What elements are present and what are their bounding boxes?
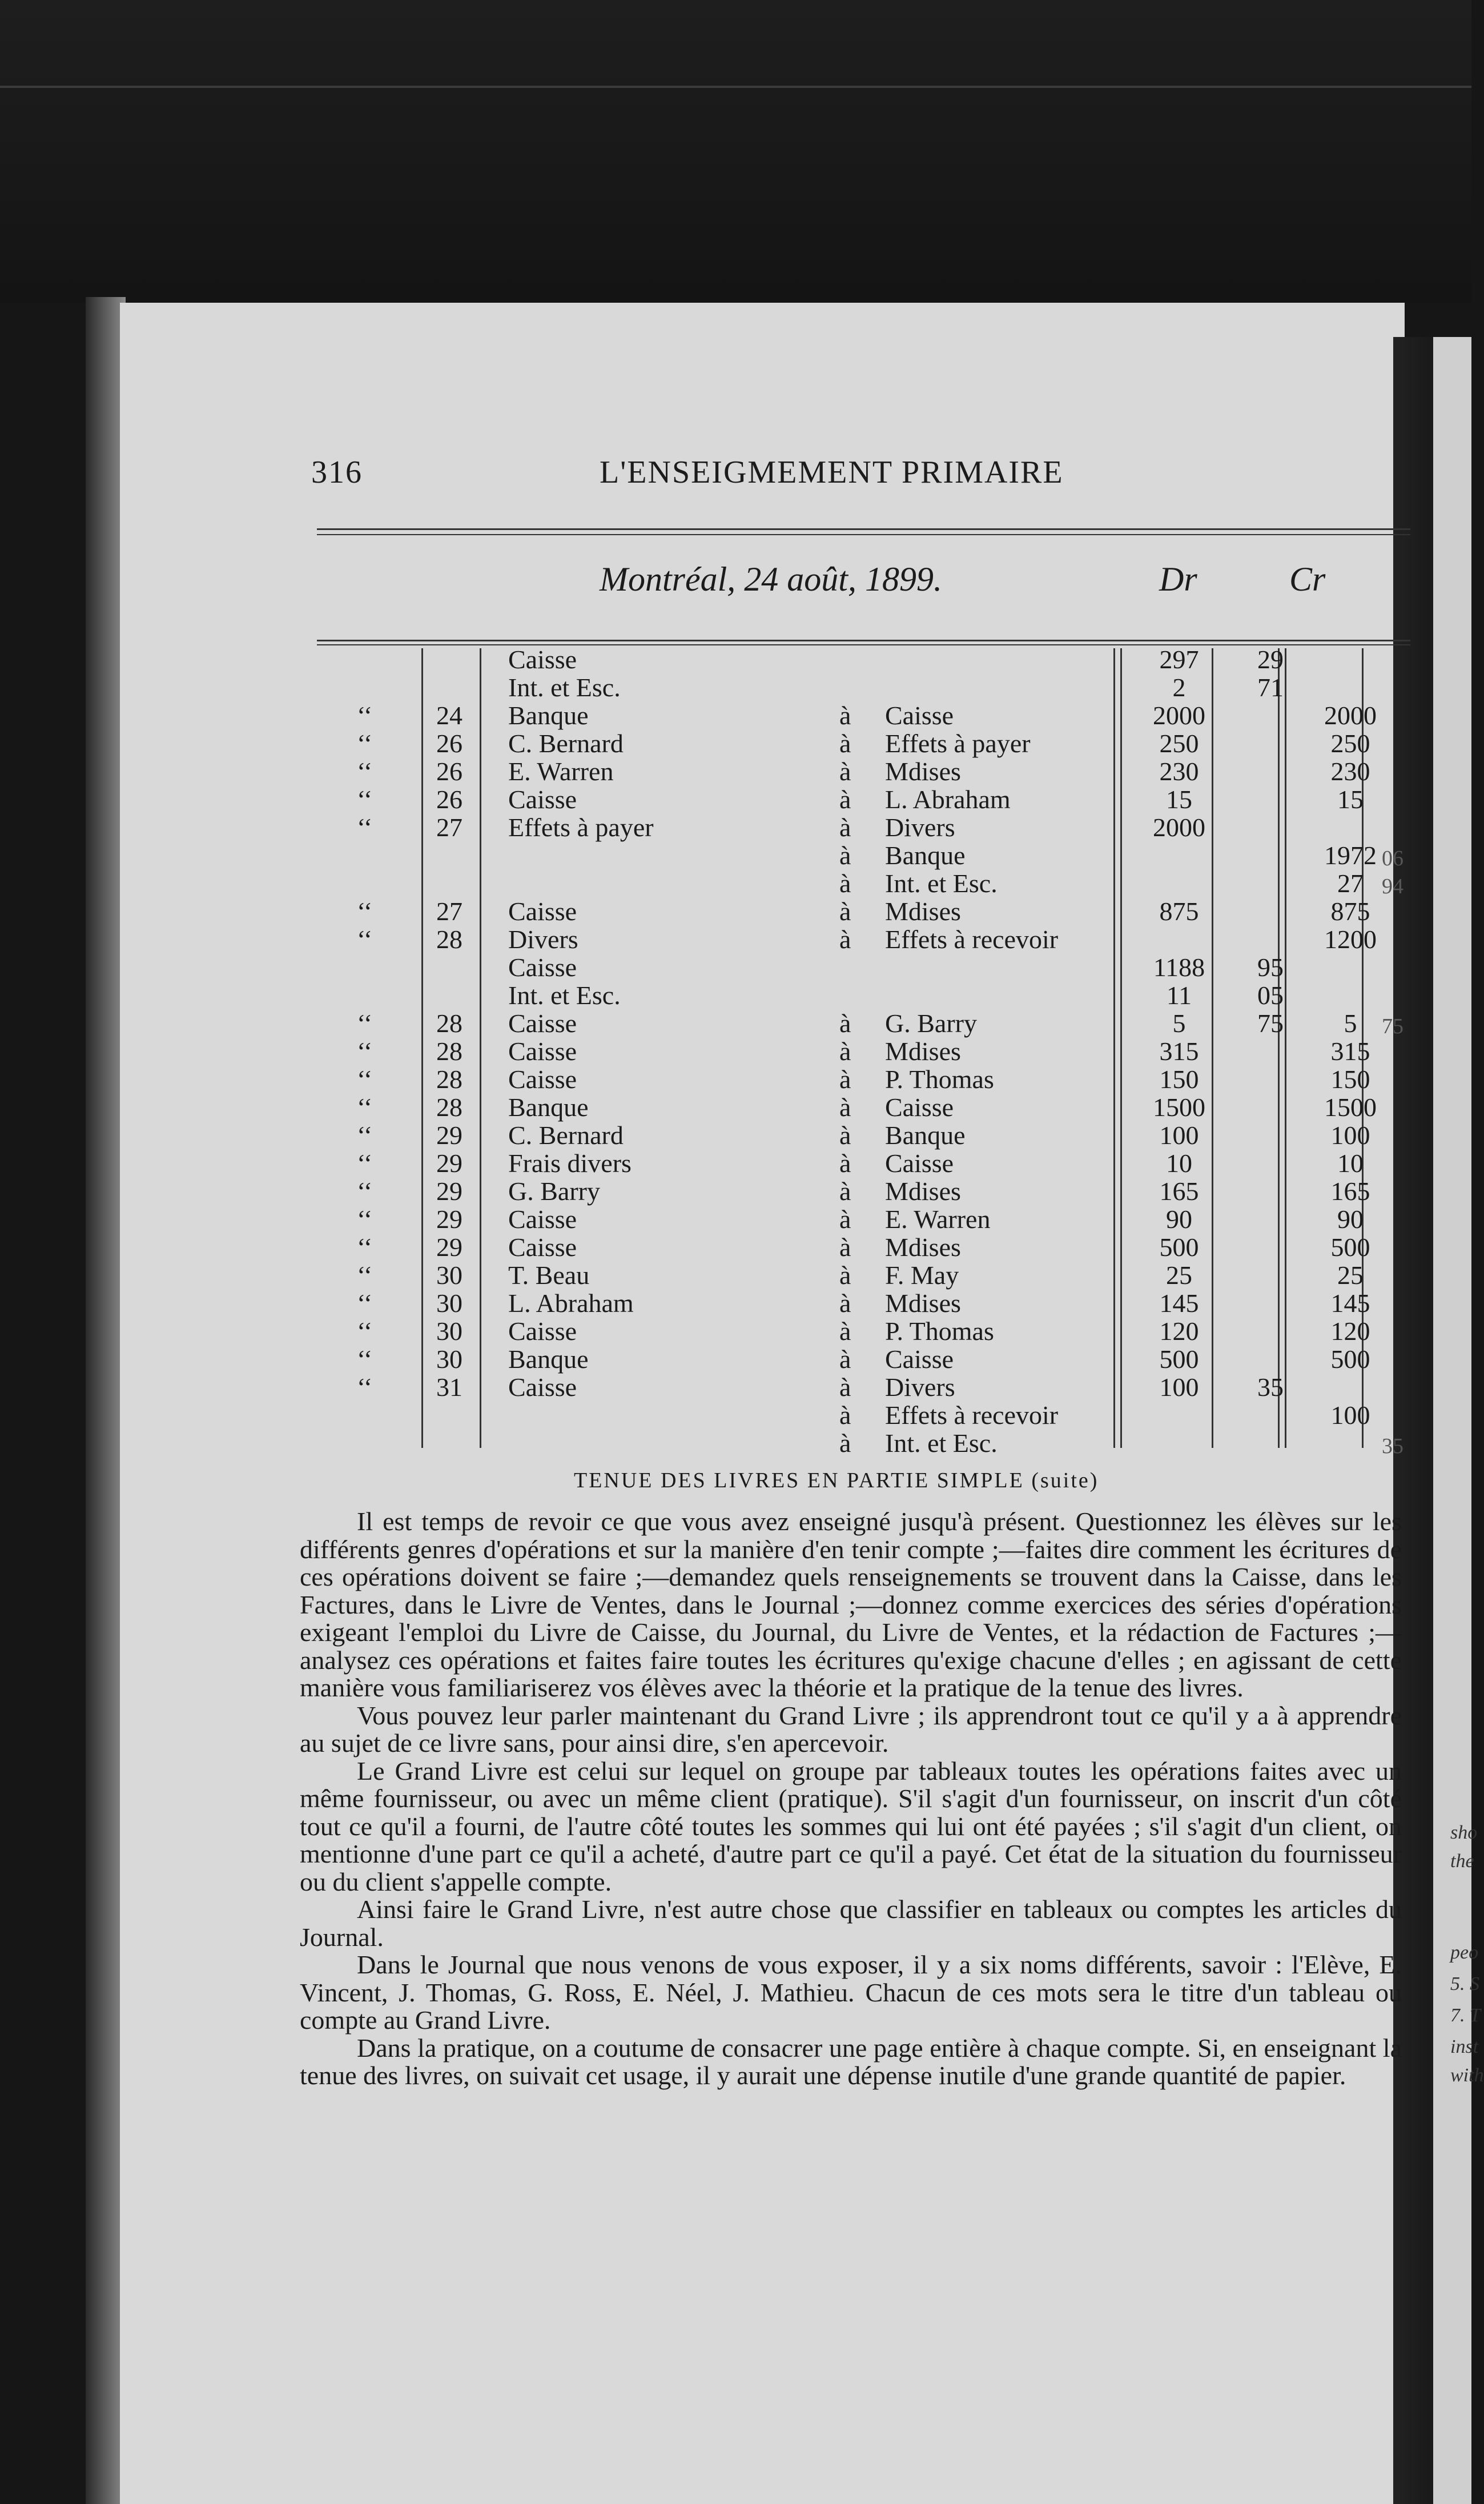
credit-amount: 1200 <box>1324 925 1377 954</box>
preposition: à <box>839 1093 851 1122</box>
ledger-row <box>320 1372 1405 1400</box>
day-cell: 27 <box>436 813 463 842</box>
debit-heading: Dr <box>1159 560 1197 598</box>
ditto-mark: ‘‘ <box>357 757 373 786</box>
section-title: TENUE DES LIVRES EN PARTIE SIMPLE (suite) <box>574 1468 1099 1492</box>
ledger-row <box>320 1232 1405 1260</box>
debit-amount: 1500 <box>1153 1093 1205 1122</box>
ledger-row <box>320 1036 1405 1064</box>
credit-amount: 100 <box>1330 1121 1370 1150</box>
debit-cents: 29 <box>1257 645 1284 674</box>
paragraph: Dans le Journal que nous venons de vous exposer, il y a six noms différents, savoir : l'Elève, E. Vincent, J. Thomas, G. Ross, E. Néel, J. Mathieu. Chacun de ces mots sera le titre d'un tableau ou compte au Grand Livre. <box>300 1950 1402 2035</box>
credit-account: Effets à payer <box>885 729 1031 758</box>
debit-amount: 1188 <box>1153 953 1205 982</box>
ledger-row <box>320 868 1405 896</box>
debit-amount: 230 <box>1159 757 1199 786</box>
ditto-mark: ‘‘ <box>357 1261 373 1290</box>
header-rule <box>317 534 1410 535</box>
debit-account: Caisse <box>508 1065 577 1094</box>
debit-account: Caisse <box>508 1317 577 1346</box>
credit-account: Effets à recevoir <box>885 925 1059 954</box>
credit-amount: 150 <box>1330 1065 1370 1094</box>
ledger-row <box>320 1260 1405 1288</box>
debit-amount: 5 <box>1172 1009 1186 1038</box>
ditto-mark: ‘‘ <box>357 925 373 954</box>
ditto-mark: ‘‘ <box>357 1205 373 1234</box>
debit-account: Caisse <box>508 953 577 982</box>
paragraph: Il est temps de revoir ce que vous avez enseigné jusqu'à présent. Questionnez les élèves sur les différents genres d'opérations et sur la manière d'en tenir compte ;—faites dire comment les écritures de ces opérations doivent se faire ;—demandez quels renseignements se trouvent dans la Caisse, dans les Factures, dans le Livre de Ventes, dans le Journal ;—donnez comme exercices des séries d'opérations exigeant l'emploi du Livre de Caisse, du Journal, du Livre de Ventes, et la rédaction de Factures ;—analysez ces opérations et faites faire toutes les écritures qu'exige chacune d'elles ; en agissant de cette manière vous familiariserez vos élèves avec la théorie et la pratique de la tenue des livres. <box>300 1507 1402 1702</box>
ledger-row <box>320 840 1405 868</box>
debit-account: Caisse <box>508 1009 577 1038</box>
preposition: à <box>839 925 851 954</box>
debit-account: Caisse <box>508 785 577 814</box>
debit-account: Caisse <box>508 1205 577 1234</box>
credit-amount: 250 <box>1330 729 1370 758</box>
preposition: à <box>839 1037 851 1066</box>
preposition: à <box>839 1261 851 1290</box>
day-cell: 26 <box>436 785 463 814</box>
debit-account: Banque <box>508 1345 589 1374</box>
debit-amount: 100 <box>1159 1373 1199 1402</box>
debit-account: Frais divers <box>508 1149 632 1178</box>
day-cell: 29 <box>436 1121 463 1150</box>
ledger-row <box>320 644 1405 672</box>
preposition: à <box>839 757 851 786</box>
debit-account: Int. et Esc. <box>508 673 621 702</box>
facing-page-edge <box>1433 337 1471 2504</box>
credit-account: Int. et Esc. <box>885 1428 998 1458</box>
credit-account: L. Abraham <box>885 785 1011 814</box>
facing-page-fragment: with <box>1450 2065 1484 2086</box>
debit-amount: 10 <box>1166 1149 1192 1178</box>
facing-page-fragment: 5. S <box>1450 1973 1479 1995</box>
ledger-row <box>320 1316 1405 1344</box>
credit-account: Caisse <box>885 1093 954 1122</box>
ditto-mark: ‘‘ <box>357 1009 373 1038</box>
preposition: à <box>839 1401 851 1430</box>
day-cell: 30 <box>436 1317 463 1346</box>
credit-account: Banque <box>885 841 966 870</box>
credit-amount: 5 <box>1344 1009 1357 1038</box>
header-rule <box>317 528 1410 530</box>
preposition: à <box>839 1317 851 1346</box>
running-title: L'ENSEIGMEMENT PRIMAIRE <box>600 455 1064 490</box>
day-cell: 29 <box>436 1233 463 1262</box>
ledger-row <box>320 672 1405 700</box>
debit-account: G. Barry <box>508 1177 600 1206</box>
debit-amount: 120 <box>1159 1317 1199 1346</box>
credit-account: P. Thomas <box>885 1065 994 1094</box>
ledger-row <box>320 1120 1405 1148</box>
debit-amount: 15 <box>1166 785 1192 814</box>
debit-account: Divers <box>508 925 578 954</box>
credit-account: Banque <box>885 1121 966 1150</box>
credit-account: G. Barry <box>885 1009 977 1038</box>
credit-amount: 500 <box>1330 1233 1370 1262</box>
credit-account: Mdises <box>885 757 961 786</box>
ditto-mark: ‘‘ <box>357 1065 373 1094</box>
debit-account: Caisse <box>508 1373 577 1402</box>
margin-cents: 35 <box>1382 1434 1403 1458</box>
credit-account: Mdises <box>885 1177 961 1206</box>
credit-account: Caisse <box>885 1345 954 1374</box>
ledger-row <box>320 896 1405 924</box>
ledger-row <box>320 1428 1405 1456</box>
ditto-mark: ‘‘ <box>357 1233 373 1262</box>
debit-account: T. Beau <box>508 1261 590 1290</box>
debit-account: C. Bernard <box>508 1121 624 1150</box>
debit-account: Caisse <box>508 1233 577 1262</box>
credit-amount: 315 <box>1330 1037 1370 1066</box>
debit-amount: 150 <box>1159 1065 1199 1094</box>
debit-cents: 75 <box>1257 1009 1284 1038</box>
preposition: à <box>839 1289 851 1318</box>
debit-account: Banque <box>508 701 589 730</box>
debit-cents: 71 <box>1257 673 1284 702</box>
credit-amount: 120 <box>1330 1317 1370 1346</box>
ledger-row <box>320 1008 1405 1036</box>
credit-amount: 100 <box>1330 1401 1370 1430</box>
ledger-row <box>320 924 1405 952</box>
credit-heading: Cr <box>1289 560 1326 598</box>
preposition: à <box>839 1345 851 1374</box>
ditto-mark: ‘‘ <box>357 1037 373 1066</box>
ledger-dateline: Montréal, 24 août, 1899. <box>600 560 942 598</box>
ditto-mark: ‘‘ <box>357 1149 373 1178</box>
credit-account: Int. et Esc. <box>885 869 998 898</box>
ledger-row <box>320 728 1405 756</box>
ditto-mark: ‘‘ <box>357 1345 373 1374</box>
ditto-mark: ‘‘ <box>357 785 373 814</box>
credit-account: Caisse <box>885 1149 954 1178</box>
credit-account: E. Warren <box>885 1205 991 1234</box>
ditto-mark: ‘‘ <box>357 813 373 842</box>
debit-amount: 2 <box>1172 673 1186 702</box>
day-cell: 29 <box>436 1205 463 1234</box>
preposition: à <box>839 1428 851 1458</box>
debit-amount: 500 <box>1159 1233 1199 1262</box>
margin-cents: 94 <box>1382 874 1403 898</box>
debit-amount: 100 <box>1159 1121 1199 1150</box>
credit-account: P. Thomas <box>885 1317 994 1346</box>
debit-amount: 250 <box>1159 729 1199 758</box>
debit-account: Effets à payer <box>508 813 654 842</box>
credit-account: Mdises <box>885 897 961 926</box>
day-cell: 28 <box>436 1093 463 1122</box>
preposition: à <box>839 897 851 926</box>
preposition: à <box>839 841 851 870</box>
day-cell: 30 <box>436 1289 463 1318</box>
ditto-mark: ‘‘ <box>357 1289 373 1318</box>
debit-amount: 297 <box>1159 645 1199 674</box>
facing-page-fragment: 7. T <box>1450 2005 1481 2026</box>
ditto-mark: ‘‘ <box>357 1121 373 1150</box>
credit-amount: 1500 <box>1324 1093 1377 1122</box>
debit-amount: 500 <box>1159 1345 1199 1374</box>
credit-amount: 230 <box>1330 757 1370 786</box>
ditto-mark: ‘‘ <box>357 1373 373 1402</box>
day-cell: 24 <box>436 701 463 730</box>
page-number: 316 <box>311 455 363 490</box>
ditto-mark: ‘‘ <box>357 1317 373 1346</box>
credit-amount: 25 <box>1337 1261 1364 1290</box>
day-cell: 26 <box>436 729 463 758</box>
credit-amount: 165 <box>1330 1177 1370 1206</box>
debit-amount: 315 <box>1159 1037 1199 1066</box>
day-cell: 27 <box>436 897 463 926</box>
facing-page-fragment: sho <box>1450 1822 1478 1843</box>
ditto-mark: ‘‘ <box>357 897 373 926</box>
credit-account: Caisse <box>885 701 954 730</box>
credit-amount: 145 <box>1330 1289 1370 1318</box>
credit-amount: 875 <box>1330 897 1370 926</box>
facing-page-fragment: peo <box>1450 1942 1479 1963</box>
paragraph: Dans la pratique, on a coutume de consacrer une page entière à chaque compte. Si, en enseignant la tenue des livres, on suivait cet usage, il y aurait une dépense inutile d'une grande quantité de papier. <box>300 2033 1402 2090</box>
ledger-row <box>320 1148 1405 1176</box>
debit-account: C. Bernard <box>508 729 624 758</box>
ledger-row <box>320 700 1405 728</box>
ledger-row <box>320 1288 1405 1316</box>
credit-amount: 27 <box>1337 869 1364 898</box>
ledger-row <box>320 1344 1405 1372</box>
debit-cents: 35 <box>1257 1373 1284 1402</box>
day-cell: 30 <box>436 1345 463 1374</box>
day-cell: 28 <box>436 925 463 954</box>
preposition: à <box>839 785 851 814</box>
preposition: à <box>839 813 851 842</box>
credit-account: Effets à recevoir <box>885 1401 1059 1430</box>
preposition: à <box>839 869 851 898</box>
paragraph: Ainsi faire le Grand Livre, n'est autre chose que classifier en tableaux ou comptes les articles du Journal. <box>300 1895 1402 1952</box>
credit-account: F. May <box>885 1261 959 1290</box>
credit-amount: 2000 <box>1324 701 1377 730</box>
debit-account: E. Warren <box>508 757 614 786</box>
debit-amount: 875 <box>1159 897 1199 926</box>
credit-amount: 10 <box>1337 1149 1364 1178</box>
day-cell: 31 <box>436 1373 463 1402</box>
preposition: à <box>839 1065 851 1094</box>
ledger-row <box>320 1064 1405 1092</box>
facing-page-fragment: inst <box>1450 2036 1479 2057</box>
day-cell: 26 <box>436 757 463 786</box>
preposition: à <box>839 1149 851 1178</box>
day-cell: 29 <box>436 1149 463 1178</box>
debit-account: Caisse <box>508 645 577 674</box>
ledger-top-rule <box>317 640 1410 641</box>
ledger-row <box>320 756 1405 784</box>
day-cell: 30 <box>436 1261 463 1290</box>
ledger-row <box>320 784 1405 812</box>
paragraph: Le Grand Livre est celui sur lequel on groupe par tableaux toutes les opérations faites avec un même fournisseur, ou avec un même client (pratique). S'il s'agit d'un fournisseur, on inscrit d'un côté tout ce qu'il a fourni, de l'autre côté toutes les sommes qui lui ont été payées ; s'il s'agit d'un client, on mentionne d'une part ce qu'il a acheté, d'autre part ce qu'il a payé. Cet état de la situation du fournisseur ou du client s'appelle compte. <box>300 1756 1402 1896</box>
preposition: à <box>839 1205 851 1234</box>
credit-amount: 500 <box>1330 1345 1370 1374</box>
preposition: à <box>839 1009 851 1038</box>
debit-amount: 145 <box>1159 1289 1199 1318</box>
body-text <box>300 1508 1402 2090</box>
preposition: à <box>839 729 851 758</box>
debit-amount: 25 <box>1166 1261 1192 1290</box>
preposition: à <box>839 1233 851 1262</box>
preposition: à <box>839 701 851 730</box>
debit-cents: 05 <box>1257 981 1284 1010</box>
ditto-mark: ‘‘ <box>357 701 373 730</box>
credit-account: Mdises <box>885 1289 961 1318</box>
ditto-mark: ‘‘ <box>357 1093 373 1122</box>
credit-account: Mdises <box>885 1233 961 1262</box>
scan-background <box>0 0 1471 303</box>
ledger-row <box>320 1204 1405 1232</box>
debit-account: L. Abraham <box>508 1289 634 1318</box>
debit-account: Caisse <box>508 897 577 926</box>
day-cell: 28 <box>436 1009 463 1038</box>
scan-edge-line <box>0 86 1471 88</box>
preposition: à <box>839 1121 851 1150</box>
debit-cents: 95 <box>1257 953 1284 982</box>
debit-amount: 2000 <box>1153 813 1205 842</box>
ditto-mark: ‘‘ <box>357 1177 373 1206</box>
credit-amount: 1972 <box>1324 841 1377 870</box>
margin-cents: 75 <box>1382 1014 1403 1038</box>
debit-account: Banque <box>508 1093 589 1122</box>
debit-amount: 11 <box>1166 981 1192 1010</box>
margin-cents: 06 <box>1382 846 1403 870</box>
debit-amount: 90 <box>1166 1205 1192 1234</box>
paragraph: Vous pouvez leur parler maintenant du Grand Livre ; ils apprendront tout ce qu'il y a à apprendre au sujet de ce livre sans, pour ainsi dire, s'en apercevoir. <box>300 1700 1402 1757</box>
credit-account: Divers <box>885 813 955 842</box>
debit-account: Caisse <box>508 1037 577 1066</box>
credit-account: Mdises <box>885 1037 961 1066</box>
ledger-row <box>320 812 1405 840</box>
debit-account: Int. et Esc. <box>508 981 621 1010</box>
ledger-row <box>320 980 1405 1008</box>
ledger-row <box>320 1092 1405 1120</box>
credit-amount: 15 <box>1337 785 1364 814</box>
day-cell: 28 <box>436 1065 463 1094</box>
ditto-mark: ‘‘ <box>357 729 373 758</box>
facing-page-fragment: the <box>1450 1851 1474 1872</box>
credit-amount: 90 <box>1337 1205 1364 1234</box>
debit-amount: 2000 <box>1153 701 1205 730</box>
preposition: à <box>839 1177 851 1206</box>
day-cell: 28 <box>436 1037 463 1066</box>
day-cell: 29 <box>436 1177 463 1206</box>
ledger-row <box>320 952 1405 980</box>
credit-account: Divers <box>885 1373 955 1402</box>
ledger-row <box>320 1400 1405 1428</box>
preposition: à <box>839 1373 851 1402</box>
debit-amount: 165 <box>1159 1177 1199 1206</box>
ledger-row <box>320 1176 1405 1204</box>
